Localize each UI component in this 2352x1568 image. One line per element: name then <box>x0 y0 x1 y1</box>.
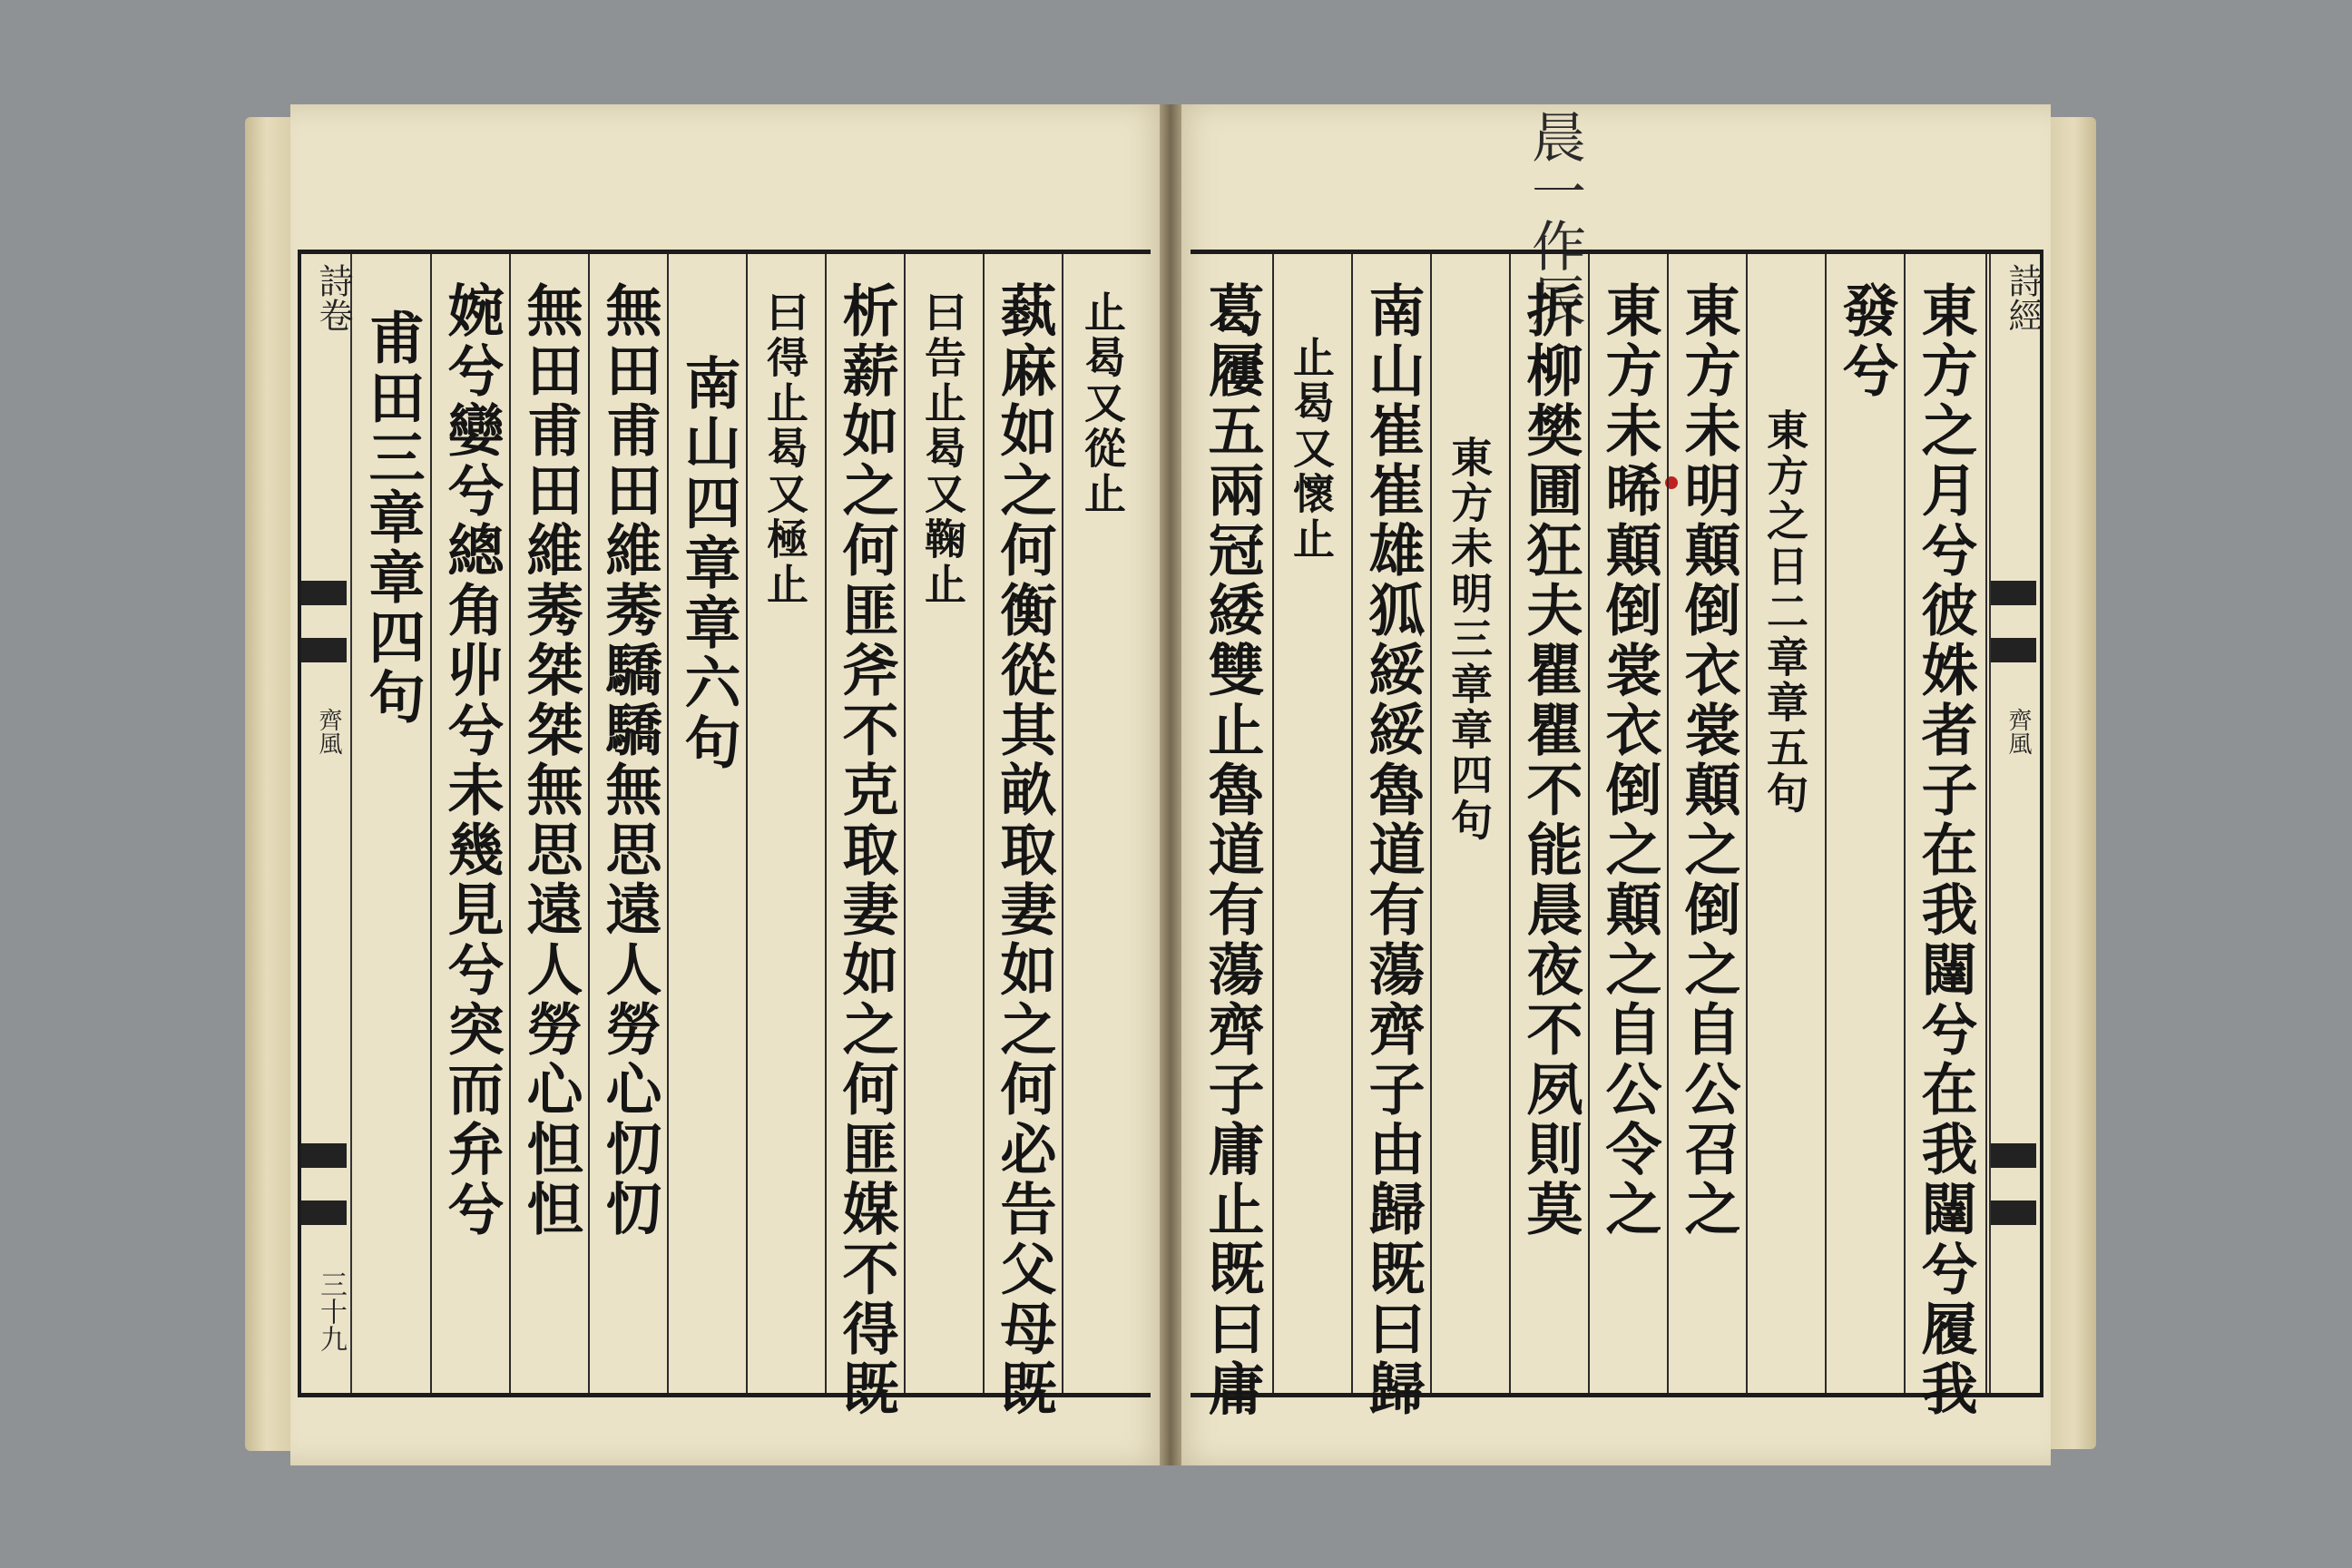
column-text: 南山崔崔雄狐綏綏魯道有蕩齊子由歸既曰歸 <box>1359 281 1426 1419</box>
fishtail-mark-lower <box>301 1143 347 1225</box>
text-column <box>825 254 906 1419</box>
column-text: 析薪如之何匪斧不克取妻如之何匪媒不得既 <box>833 281 899 1419</box>
left-margin-title: 詩卷 <box>313 263 353 332</box>
text-column <box>1746 254 1827 1393</box>
right-page <box>1171 104 2051 1465</box>
text-column <box>351 254 432 1393</box>
book-gutter <box>1160 104 1181 1465</box>
column-text: 甫田三章章四句 <box>359 309 426 728</box>
text-column <box>1904 254 1987 1419</box>
column-text: 東方未明顛倒衣裳顛之倒之自公召之 <box>1675 281 1741 1240</box>
column-text: 東方之日二章章五句 <box>1760 408 1809 817</box>
text-column <box>1272 254 1353 1393</box>
text-column <box>983 254 1063 1419</box>
text-column <box>1062 254 1143 1393</box>
column-text: 南山四章章六句 <box>675 354 741 773</box>
column-text: 東方之月兮彼姝者子在我闥兮在我闥兮履我 <box>1912 281 1978 1419</box>
column-text: 無田甫田維莠桀桀無思遠人勞心怛怛 <box>517 281 583 1240</box>
text-column <box>430 254 511 1393</box>
left-margin-section: 齊風 <box>315 708 342 755</box>
fishtail-mark-upper <box>301 581 347 662</box>
left-margin-page-number: 三十九 <box>315 1270 347 1352</box>
text-column <box>509 254 590 1393</box>
right-margin-title: 詩經 <box>2003 263 2043 332</box>
right-page-frame <box>1191 250 2043 1419</box>
text-column <box>1588 254 1669 1393</box>
column-text: 葛屨五兩冠緌雙止魯道有蕩齊子庸止既曰庸 <box>1199 281 1265 1419</box>
left-page-frame <box>298 250 1151 1419</box>
column-text: 曰得止曷又極止 <box>760 290 809 608</box>
column-text: 婉兮孌兮總角丱兮未幾見兮突而弁兮 <box>438 281 505 1240</box>
column-text: 止曷又懷止 <box>1287 336 1336 563</box>
text-column <box>667 254 748 1393</box>
text-column <box>1825 254 1906 1393</box>
column-text: 止曷又從止 <box>1078 290 1127 517</box>
column-text: 發兮 <box>1833 281 1899 401</box>
text-column <box>1430 254 1511 1393</box>
left-page <box>290 104 1171 1465</box>
text-column <box>1667 254 1748 1393</box>
text-column <box>1509 254 1590 1393</box>
column-text: 曰告止曷又鞠止 <box>918 290 967 608</box>
text-column <box>1191 254 1274 1419</box>
text-column <box>588 254 669 1393</box>
fishtail-mark-lower <box>1991 1143 2036 1225</box>
fishtail-mark-upper <box>1991 581 2036 662</box>
right-margin-section: 齊風 <box>2004 708 2032 755</box>
right-margin-column <box>1989 254 2043 1393</box>
column-text: 折柳樊圃狂夫瞿瞿不能晨夜不夙則莫 <box>1517 281 1583 1240</box>
text-column <box>904 254 985 1393</box>
open-book <box>245 104 2096 1470</box>
left-margin-column <box>301 254 352 1393</box>
column-text: 無田甫田維莠驕驕無思遠人勞心忉忉 <box>596 281 662 1240</box>
text-column <box>1351 254 1432 1419</box>
text-column <box>746 254 827 1393</box>
column-text: 蓺麻如之何衡從其畝取妻如之何必告父母既 <box>991 281 1057 1419</box>
column-text: 東方未明三章章四句 <box>1445 436 1494 844</box>
handwritten-annotation: 晨一作辰 <box>1523 109 1586 327</box>
column-text: 東方未晞顛倒裳衣倒之顛之自公令之 <box>1596 281 1662 1240</box>
